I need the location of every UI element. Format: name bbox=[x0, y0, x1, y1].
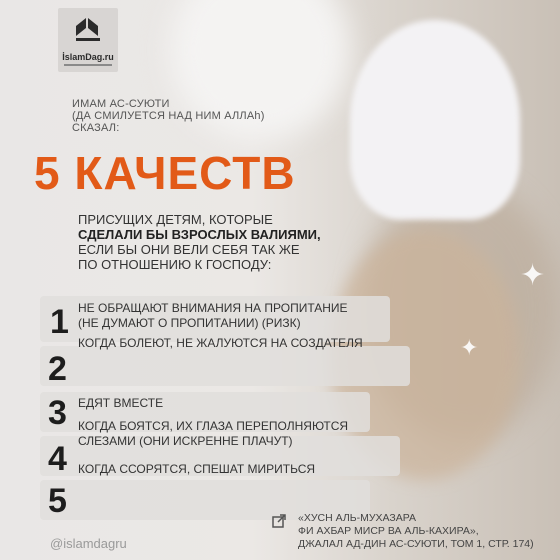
quality-number: 1 bbox=[50, 303, 69, 341]
intro-line-2 bbox=[78, 227, 418, 242]
header-line-3: СКАЗАЛ: bbox=[72, 122, 120, 134]
intro-bold: СДЕЛАЛИ БЫ ВЗРОСЛЫХ ВАЛИЯМИ, bbox=[78, 227, 321, 242]
instagram-handle[interactable]: @islamdagru bbox=[50, 536, 127, 551]
intro-line-4: ПО ОТНОШЕНИЮ К ГОСПОДУ: bbox=[78, 257, 272, 272]
page-title: 5 КАЧЕСТВ bbox=[34, 147, 296, 199]
sparkle-icon: ✦ bbox=[460, 335, 479, 360]
intro-line-3: ЕСЛИ БЫ ОНИ ВЕЛИ СЕБЯ ТАК ЖЕ bbox=[78, 242, 300, 257]
quality-text: КОГДА БОЯТСЯ, ИХ ГЛАЗА ПЕРЕПОЛНЯЮТСЯ bbox=[78, 419, 349, 433]
quality-number: 5 bbox=[48, 482, 67, 520]
source-line-3: ДЖАЛАЛ АД-ДИН АС-СУЮТИ, ТОМ 1, СТР. 174) bbox=[298, 538, 534, 550]
intro-line-1: ПРИСУЩИХ ДЕТЯМ, КОТОРЫЕ bbox=[78, 212, 273, 227]
source-line-1: «ХУСН АЛЬ-МУХАЗАРА bbox=[298, 512, 417, 524]
quality-text: ЕДЯТ ВМЕСТЕ bbox=[78, 396, 164, 410]
source-line-2: ФИ АХБАР МИСР ВА АЛЬ-КАХИРА», bbox=[298, 525, 479, 537]
external-link-icon bbox=[272, 514, 286, 528]
intro-text bbox=[78, 212, 418, 272]
quality-number: 3 bbox=[48, 394, 67, 432]
quality-row-2 bbox=[40, 346, 410, 386]
sparkle-icon: ✦ bbox=[520, 259, 546, 292]
logo bbox=[58, 8, 118, 72]
header-line-1: ИМАМ АС-СУЮТИ bbox=[72, 98, 170, 110]
header-line-2: (ДА СМИЛУЕТСЯ НАД НИМ АЛЛАh) bbox=[72, 110, 265, 122]
quality-text: КОГДА ССОРЯТСЯ, СПЕШАТ МИРИТЬСЯ bbox=[78, 462, 316, 476]
book-logo-icon bbox=[74, 16, 102, 44]
quality-text: СЛЕЗАМИ (ОНИ ИСКРЕННЕ ПЛАЧУТ) bbox=[78, 434, 293, 448]
quality-number: 2 bbox=[48, 350, 67, 388]
quality-text: КОГДА БОЛЕЮТ, НЕ ЖАЛУЮТСЯ НА СОЗДАТЕЛЯ bbox=[78, 336, 363, 350]
source-citation bbox=[298, 512, 548, 551]
child-head bbox=[350, 20, 520, 220]
quality-text: НЕ ОБРАЩАЮТ ВНИМАНИЯ НА ПРОПИТАНИЕ bbox=[78, 301, 348, 315]
quality-text: (НЕ ДУМАЮТ О ПРОПИТАНИИ) (РИЗК) bbox=[78, 316, 301, 330]
logo-text: İslamDag.ru bbox=[62, 52, 114, 62]
logo-underline bbox=[64, 64, 112, 66]
quality-number: 4 bbox=[48, 440, 67, 478]
